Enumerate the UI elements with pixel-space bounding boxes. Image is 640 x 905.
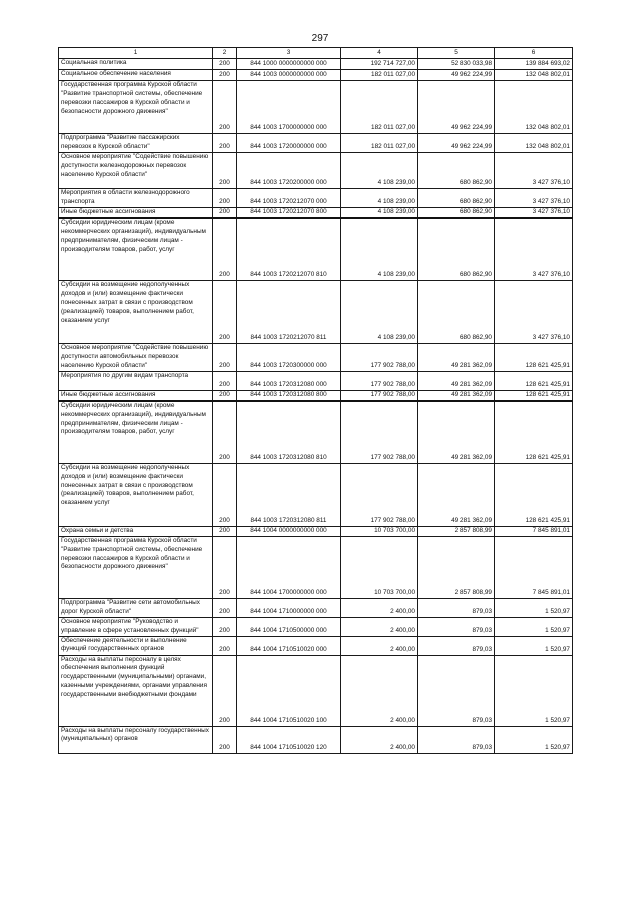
row-name: Государственная программа Курской области "Развитие транспортной системы, обеспечение перевозки пассажиров в Курской области и безопасности дорожного движения" — [59, 81, 213, 134]
executed-amount: 680 862,90 — [418, 281, 495, 344]
executed-amount: 680 862,90 — [418, 153, 495, 189]
executed-amount: 879,03 — [418, 636, 495, 655]
row-name: Основное мероприятие "Содействие повышению доступности автомобильных перевозок населению Курской области" — [59, 344, 213, 372]
grbs-code: 200 — [213, 655, 237, 726]
row-name: Субсидии юридическим лицам (кроме некоммерческих организаций), индивидуальным предпринимателям, физическим лицам - производителям товаров, работ, услуг — [59, 401, 213, 464]
executed-amount: 680 862,90 — [418, 208, 495, 219]
remaining-amount: 3 427 376,10 — [495, 218, 573, 281]
grbs-code: 200 — [213, 371, 237, 390]
row-name: Государственная программа Курской области "Развитие транспортной системы, обеспечение перевозки пассажиров в Курской области и безопасности дорожного движения" — [59, 536, 213, 598]
remaining-amount: 3 427 376,10 — [495, 189, 573, 208]
row-name: Мероприятия в области железнодорожного транспорта — [59, 189, 213, 208]
table-row — [59, 344, 573, 372]
table-row — [59, 463, 573, 526]
grbs-code: 200 — [213, 81, 237, 134]
table-row — [59, 390, 573, 401]
budget-code: 844 1004 1710510020 120 — [237, 726, 341, 753]
row-name: Иные бюджетные ассигнования — [59, 208, 213, 219]
remaining-amount: 3 427 376,10 — [495, 153, 573, 189]
approved-amount: 182 011 027,00 — [341, 70, 418, 81]
budget-code: 844 1003 1720212070 810 — [237, 218, 341, 281]
approved-amount: 182 011 027,00 — [341, 81, 418, 134]
row-name: Охрана семьи и детства — [59, 526, 213, 536]
header-cell: 2 — [213, 48, 237, 59]
grbs-code: 200 — [213, 70, 237, 81]
header-cell: 3 — [237, 48, 341, 59]
budget-code: 844 1003 1720212070 811 — [237, 281, 341, 344]
remaining-amount: 1 520,97 — [495, 598, 573, 617]
row-name: Субсидии на возмещение недополученных доходов и (или) возмещение фактически понесенных затрат в связи с производством (реализацией) товаров, выполнением работ, оказанием услуг — [59, 281, 213, 344]
approved-amount: 177 902 788,00 — [341, 371, 418, 390]
table-row — [59, 726, 573, 753]
remaining-amount: 128 621 425,91 — [495, 463, 573, 526]
remaining-amount: 139 884 693,02 — [495, 59, 573, 70]
table-row — [59, 401, 573, 464]
grbs-code: 200 — [213, 617, 237, 636]
executed-amount: 49 281 362,09 — [418, 371, 495, 390]
row-name: Субсидии на возмещение недополученных доходов и (или) возмещение фактически понесенных затрат в связи с производством (реализацией) товаров, выполнением работ, оказанием услуг — [59, 463, 213, 526]
table-row — [59, 153, 573, 189]
approved-amount: 177 902 788,00 — [341, 344, 418, 372]
executed-amount: 49 962 224,99 — [418, 81, 495, 134]
approved-amount: 4 108 239,00 — [341, 189, 418, 208]
row-name: Иные бюджетные ассигнования — [59, 390, 213, 401]
remaining-amount: 1 520,97 — [495, 636, 573, 655]
budget-table — [58, 47, 573, 754]
header-row — [59, 48, 573, 59]
remaining-amount: 3 427 376,10 — [495, 208, 573, 219]
row-name: Подпрограмма "Развитие сети автомобильных дорог Курской области" — [59, 598, 213, 617]
header-cell: 5 — [418, 48, 495, 59]
page-number: 297 — [311, 33, 329, 44]
remaining-amount: 1 520,97 — [495, 726, 573, 753]
grbs-code: 200 — [213, 59, 237, 70]
budget-code: 844 1003 1700000000 000 — [237, 81, 341, 134]
table-row — [59, 636, 573, 655]
table-row — [59, 208, 573, 219]
executed-amount: 2 857 808,99 — [418, 536, 495, 598]
remaining-amount: 128 621 425,91 — [495, 401, 573, 464]
table-row — [59, 536, 573, 598]
budget-code: 844 1003 0000000000 000 — [237, 70, 341, 81]
budget-code: 844 1004 1710000000 000 — [237, 598, 341, 617]
remaining-amount: 128 621 425,91 — [495, 371, 573, 390]
budget-code: 844 1003 1720312080 811 — [237, 463, 341, 526]
grbs-code: 200 — [213, 344, 237, 372]
approved-amount: 2 400,00 — [341, 726, 418, 753]
remaining-amount: 3 427 376,10 — [495, 281, 573, 344]
budget-code: 844 1000 0000000000 000 — [237, 59, 341, 70]
approved-amount: 177 902 788,00 — [341, 401, 418, 464]
remaining-amount: 132 048 802,01 — [495, 70, 573, 81]
table-row — [59, 371, 573, 390]
executed-amount: 49 962 224,99 — [418, 70, 495, 81]
grbs-code: 200 — [213, 153, 237, 189]
executed-amount: 49 281 362,09 — [418, 401, 495, 464]
executed-amount: 680 862,90 — [418, 218, 495, 281]
budget-code: 844 1004 0000000000 000 — [237, 526, 341, 536]
table-body — [59, 48, 573, 754]
budget-code: 844 1003 1720000000 000 — [237, 134, 341, 153]
approved-amount: 4 108 239,00 — [341, 281, 418, 344]
table-row — [59, 598, 573, 617]
grbs-code: 200 — [213, 281, 237, 344]
approved-amount: 192 714 727,00 — [341, 59, 418, 70]
executed-amount: 879,03 — [418, 617, 495, 636]
budget-code: 844 1003 1720200000 000 — [237, 153, 341, 189]
row-name: Субсидии юридическим лицам (кроме некоммерческих организаций), индивидуальным предпринимателям, физическим лицам - производителям товаров, работ, услуг — [59, 218, 213, 281]
approved-amount: 2 400,00 — [341, 655, 418, 726]
executed-amount: 879,03 — [418, 598, 495, 617]
header-cell: 6 — [495, 48, 573, 59]
remaining-amount: 7 845 891,01 — [495, 536, 573, 598]
budget-code: 844 1003 1720300000 000 — [237, 344, 341, 372]
row-name: Расходы на выплаты персоналу в целях обеспечения выполнения функций государственными (муниципальными) органами, казенными учреждениями, органами управления государственными внебюджетными фондами — [59, 655, 213, 726]
row-name: Мероприятия по другим видам транспорта — [59, 371, 213, 390]
table-row — [59, 617, 573, 636]
budget-code: 844 1003 1720312080 810 — [237, 401, 341, 464]
executed-amount: 49 962 224,99 — [418, 134, 495, 153]
remaining-amount: 1 520,97 — [495, 617, 573, 636]
table-row — [59, 59, 573, 70]
budget-code: 844 1004 1710510020 100 — [237, 655, 341, 726]
grbs-code: 200 — [213, 390, 237, 401]
header-cell: 4 — [341, 48, 418, 59]
remaining-amount: 128 621 425,91 — [495, 344, 573, 372]
grbs-code: 200 — [213, 218, 237, 281]
remaining-amount: 1 520,97 — [495, 655, 573, 726]
grbs-code: 200 — [213, 189, 237, 208]
approved-amount: 2 400,00 — [341, 598, 418, 617]
executed-amount: 49 281 362,09 — [418, 463, 495, 526]
row-name: Социальное обеспечение населения — [59, 70, 213, 81]
grbs-code: 200 — [213, 208, 237, 219]
table-row — [59, 526, 573, 536]
executed-amount: 879,03 — [418, 726, 495, 753]
budget-code: 844 1003 1720312080 000 — [237, 371, 341, 390]
row-name: Обеспечение деятельности и выполнение функций государственных органов — [59, 636, 213, 655]
remaining-amount: 132 048 802,01 — [495, 134, 573, 153]
row-name: Подпрограмма "Развитие пассажирских перевозок в Курской области" — [59, 134, 213, 153]
budget-code: 844 1004 1710510020 000 — [237, 636, 341, 655]
row-name: Расходы на выплаты персоналу государственных (муниципальных) органов — [59, 726, 213, 753]
budget-code: 844 1003 1720212070 800 — [237, 208, 341, 219]
row-name: Основное мероприятие "Руководство и управление в сфере установленных функций" — [59, 617, 213, 636]
executed-amount: 879,03 — [418, 655, 495, 726]
approved-amount: 10 703 700,00 — [341, 536, 418, 598]
remaining-amount: 128 621 425,91 — [495, 390, 573, 401]
remaining-amount: 132 048 802,01 — [495, 81, 573, 134]
budget-code: 844 1004 1710500000 000 — [237, 617, 341, 636]
budget-code: 844 1003 1720312080 800 — [237, 390, 341, 401]
budget-code: 844 1003 1720212070 000 — [237, 189, 341, 208]
approved-amount: 4 108 239,00 — [341, 218, 418, 281]
approved-amount: 177 902 788,00 — [341, 390, 418, 401]
table-row — [59, 189, 573, 208]
row-name: Социальная политика — [59, 59, 213, 70]
grbs-code: 200 — [213, 636, 237, 655]
approved-amount: 4 108 239,00 — [341, 208, 418, 219]
grbs-code: 200 — [213, 526, 237, 536]
grbs-code: 200 — [213, 726, 237, 753]
grbs-code: 200 — [213, 536, 237, 598]
table-row — [59, 134, 573, 153]
approved-amount: 2 400,00 — [341, 617, 418, 636]
approved-amount: 2 400,00 — [341, 636, 418, 655]
table-row — [59, 81, 573, 134]
executed-amount: 49 281 362,09 — [418, 344, 495, 372]
approved-amount: 182 011 027,00 — [341, 134, 418, 153]
budget-code: 844 1004 1700000000 000 — [237, 536, 341, 598]
executed-amount: 52 830 033,98 — [418, 59, 495, 70]
executed-amount: 2 857 808,99 — [418, 526, 495, 536]
row-name: Основное мероприятие "Содействие повышению доступности железнодорожных перевозок населению Курской области" — [59, 153, 213, 189]
executed-amount: 680 862,90 — [418, 189, 495, 208]
grbs-code: 200 — [213, 463, 237, 526]
remaining-amount: 7 845 891,01 — [495, 526, 573, 536]
table-row — [59, 281, 573, 344]
approved-amount: 177 902 788,00 — [341, 463, 418, 526]
approved-amount: 10 703 700,00 — [341, 526, 418, 536]
grbs-code: 200 — [213, 598, 237, 617]
table-row — [59, 70, 573, 81]
approved-amount: 4 108 239,00 — [341, 153, 418, 189]
executed-amount: 49 281 362,09 — [418, 390, 495, 401]
header-cell: 1 — [59, 48, 213, 59]
table-row — [59, 218, 573, 281]
table-row — [59, 655, 573, 726]
grbs-code: 200 — [213, 134, 237, 153]
grbs-code: 200 — [213, 401, 237, 464]
